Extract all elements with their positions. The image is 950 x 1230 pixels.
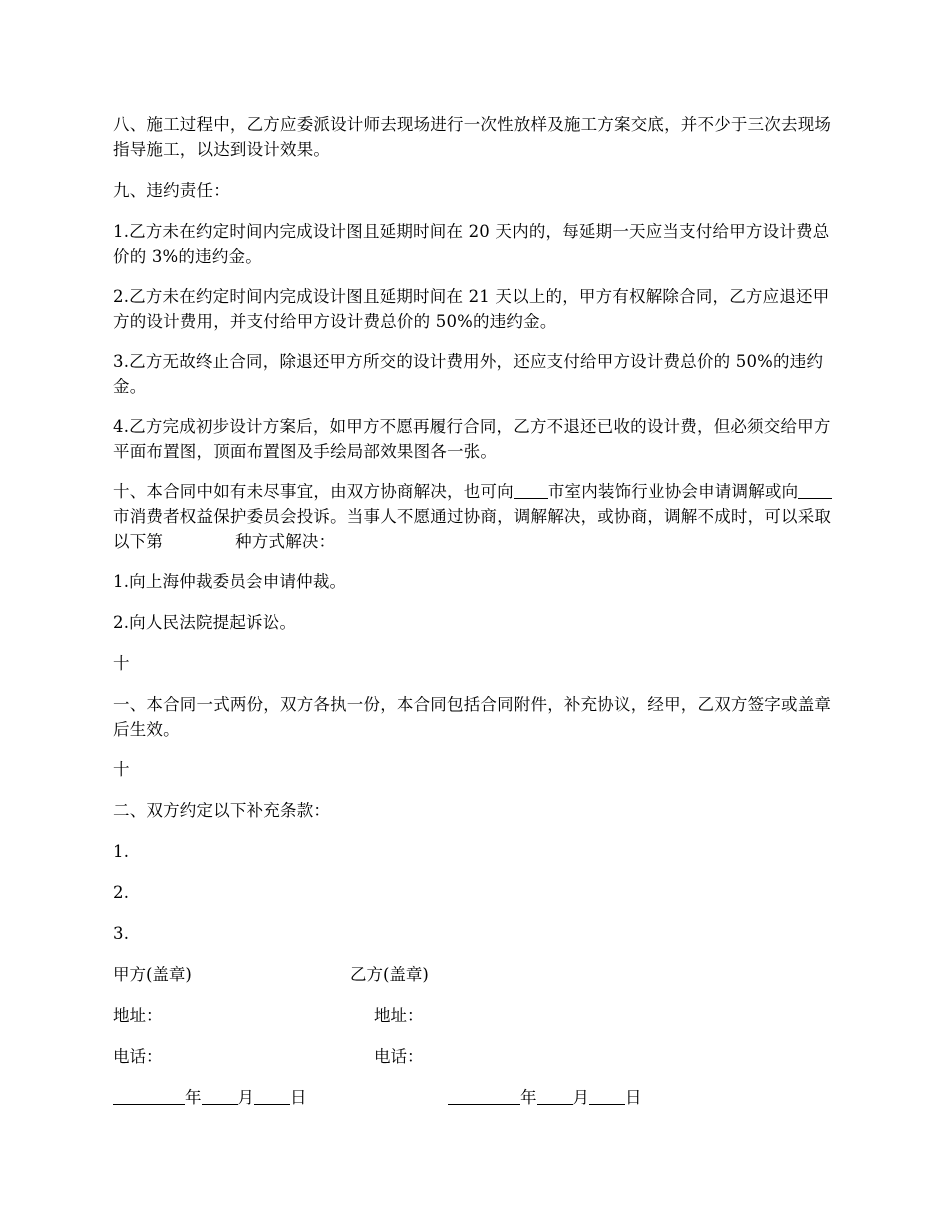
party-b-address-label: 地址： [374, 1006, 424, 1025]
clause-11-number: 十 [113, 654, 130, 673]
clause-9-title: 九、违约责任： [113, 181, 230, 200]
month-blank [537, 1086, 573, 1105]
city-blank-1 [514, 480, 548, 499]
clause-10 [113, 479, 841, 554]
party-b-phone-label: 电话： [374, 1047, 424, 1066]
year-blank [113, 1086, 185, 1105]
clause-12-item-1: 1. [113, 842, 130, 861]
clause-10-part-d: 种方式解决： [235, 532, 336, 551]
clause-9-item-2: 2.乙方未在约定时间内完成设计图且延期时间在 21 天以上的，甲方有权解除合同，乙方应退还甲方的设计费用，并支付给甲方设计费总价的 50%的违约金。 [113, 287, 830, 331]
clause-10-item-2: 2.向人民法院提起诉讼。 [113, 613, 297, 632]
clause-10-part-b: 市室内装饰行业协会申请调解或向 [547, 482, 799, 501]
clause-12-item-3: 3. [113, 924, 130, 943]
clause-9-item-3: 3.乙方无故终止合同，除退还甲方所交的设计费用外，还应支付给甲方设计费总价的 50%的违约金。 [113, 352, 824, 396]
clause-12-number: 十 [113, 760, 130, 779]
seal-row [113, 962, 841, 987]
day-label: 日 [625, 1088, 642, 1107]
address-row [113, 1003, 841, 1028]
month-label: 月 [237, 1088, 254, 1107]
party-a-address-label: 地址： [113, 1006, 163, 1025]
clause-12: 二、双方约定以下补充条款： [113, 801, 331, 820]
year-label: 年 [185, 1088, 202, 1107]
day-blank [254, 1086, 290, 1105]
month-label: 月 [572, 1088, 589, 1107]
clause-9-item-1: 1.乙方未在约定时间内完成设计图且延期时间在 20 天内的，每延期一天应当支付给甲方设计费总价的 3%的违约金。 [113, 222, 830, 266]
clause-12-item-2: 2. [113, 883, 130, 902]
party-a-phone-label: 电话： [113, 1047, 163, 1066]
year-label: 年 [520, 1088, 537, 1107]
date-row [113, 1085, 841, 1110]
party-a-seal: 甲方(盖章) [113, 965, 192, 984]
city-blank-2 [798, 480, 832, 499]
clause-10-item-1: 1.向上海仲裁委员会申请仲裁。 [113, 572, 347, 591]
month-blank [202, 1086, 238, 1105]
day-blank [589, 1086, 625, 1105]
clause-10-part-c: 市消费者权益保护委员会投诉。当事人不愿通过协商，调解解决，或协商，调解不成时，可以采取以下第 [113, 507, 832, 551]
year-blank [448, 1086, 520, 1105]
party-b-seal: 乙方(盖章) [350, 965, 429, 984]
phone-row [113, 1044, 841, 1069]
contract-page [113, 112, 841, 1110]
clause-9-item-4: 4.乙方完成初步设计方案后，如甲方不愿再履行合同，乙方不退还已收的设计费，但必须交给甲方平面布置图，顶面布置图及手绘局部效果图各一张。 [113, 417, 831, 461]
clause-8: 八、施工过程中，乙方应委派设计师去现场进行一次性放样及施工方案交底，并不少于三次去现场指导施工，以达到设计效果。 [113, 115, 832, 159]
party-a-date [113, 1085, 307, 1110]
day-label: 日 [290, 1088, 307, 1107]
party-b-date [448, 1085, 642, 1110]
clause-11: 一、本合同一式两份，双方各执一份，本合同包括合同附件，补充协议，经甲，乙双方签字或盖章后生效。 [113, 695, 832, 739]
clause-10-part-a: 十、本合同中如有未尽事宜，由双方协商解决，也可向 [113, 482, 514, 501]
